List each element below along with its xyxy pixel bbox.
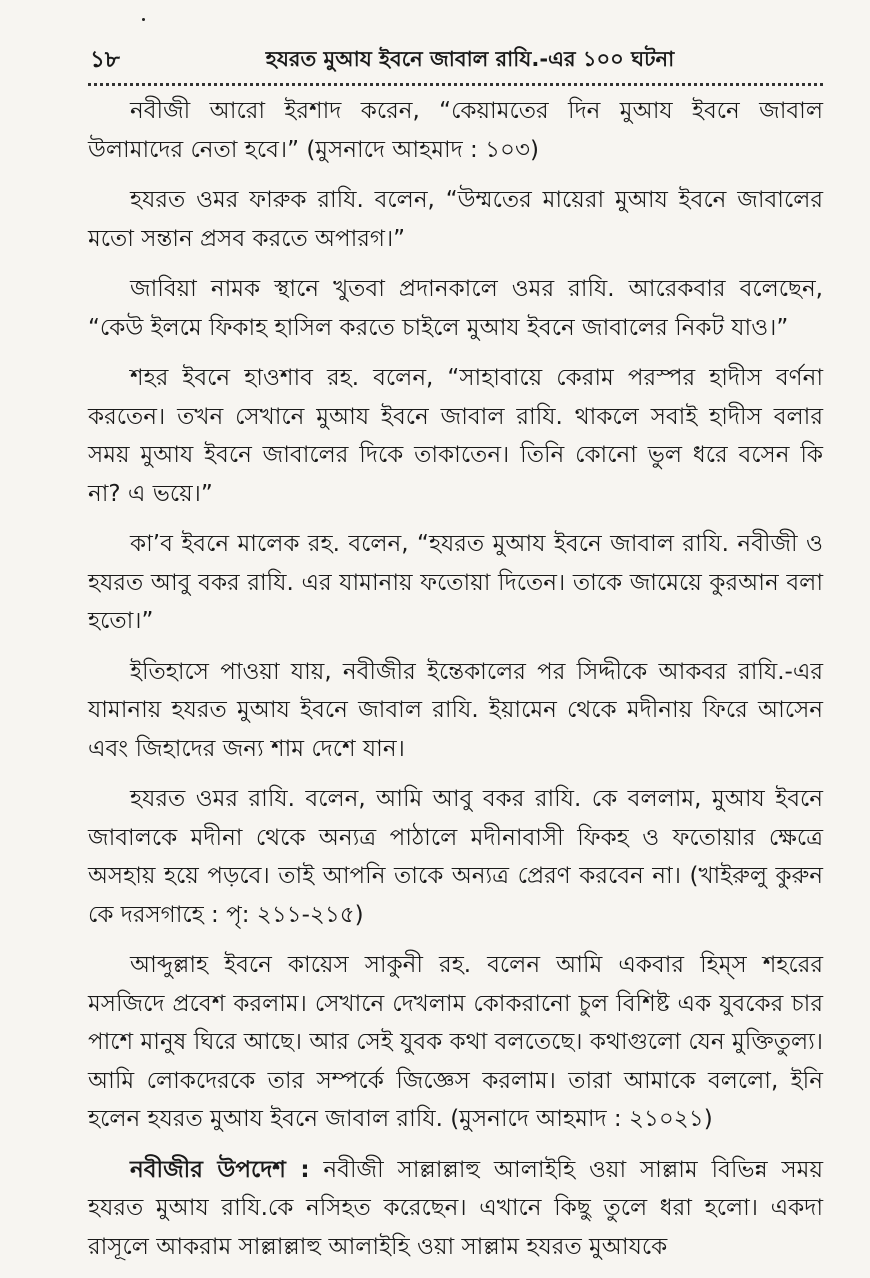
- paragraph-text: শহর ইবনে হাওশাব রহ. বলেন, “সাহাবায়ে কেরাম পরস্পর হাদীস বর্ণনা করতেন। তখন সেখানে মুআয ইবনে জাবাল রাযি. থাকলে সবাই হাদীস বলার সময় মুআয ইবনে জাবালের দিকে তাকাতেন। তিনি কোনো ভুল ধরে বসেন কি না? এ ভয়ে।”: [88, 365, 823, 507]
- paragraph-text: নবীজী আরো ইরশাদ করেন, “কেয়ামতের দিন মুআয ইবনে জাবাল উলামাদের নেতা হবে।” (মুসনাদে আহমাদ : ১০৩): [88, 98, 823, 163]
- paragraph: [88, 780, 823, 934]
- paragraph: [88, 181, 823, 258]
- paragraph-text: হযরত ওমর ফারুক রাযি. বলেন, “উম্মতের মায়েরা মুআয ইবনে জাবালের মতো সন্তান প্রসব করতে অপারগ।”: [88, 187, 823, 252]
- paragraph: [88, 92, 823, 169]
- paragraph-text: ইতিহাসে পাওয়া যায়, নবীজীর ইন্তেকালের পর সিদ্দীকে আকবর রাযি.-এর যামানায় হযরত মুআয ইবনে জাবাল রাযি. ইয়ামেন থেকে মদীনায় ফিরে আসেন এবং জিহাদের জন্য শাম দেশে যান।: [88, 658, 823, 762]
- section-lead: নবীজীর উপদেশ :: [130, 1156, 310, 1183]
- paragraph-text: নবীজী সাল্লাল্লাহু আলাইহি ওয়া সাল্লাম বিভিন্ন সময় হযরত মুআয রাযি.কে নসিহত করেছেন। এখানে কিছু তুলে ধরা হলো। একদা রাসূলে আকরাম সাল্লাল্লাহু আলাইহি ওয়া সাল্লাম হযরত মুআযকে: [88, 1156, 824, 1260]
- paragraph-text: হযরত ওমর রাযি. বলেন, আমি আবু বকর রাযি. কে বললাম, মুআয ইবনে জাবালকে মদীনা থেকে অন্যত্র পাঠালে মদীনাবাসী ফিকহ ও ফতোয়ার ক্ষেত্রে অসহায় হয়ে পড়বে। তাই আপনি তাকে অন্যত্র প্রেরণ করবেন না। (খাইরুলু কুরুন কে দরসগাহে : পৃ: ২১১-২১৫): [88, 786, 823, 928]
- paragraph: [88, 359, 823, 513]
- paragraph: [88, 270, 823, 347]
- ink-speck: [142, 18, 145, 21]
- running-title: হযরত মুআয ইবনে জাবাল রাযি.-এর ১০০ ঘটনা: [265, 46, 675, 71]
- page-body: [88, 92, 823, 1278]
- paragraph: [88, 946, 823, 1139]
- page-header: [90, 40, 820, 80]
- paragraph: [88, 1151, 823, 1267]
- paragraph-text: জাবিয়া নামক স্থানে খুতবা প্রদানকালে ওমর রাযি. আরেকবার বলেছেন, “কেউ ইলমে ফিকাহ হাসিল করতে চাইলে মুআয ইবনে জাবালের নিকট যাও।”: [88, 276, 823, 341]
- page-number: ১৮: [90, 46, 120, 73]
- paragraph: [88, 525, 823, 641]
- paragraph: [88, 653, 823, 769]
- paragraph-text: কা’ব ইবনে মালেক রহ. বলেন, “হযরত মুআয ইবনে জাবাল রাযি. নবীজী ও হযরত আবু বকর রাযি. এর যামানায় ফতোয়া দিতেন। তাকে জামেয়ে কুরআন বলা হতো।”: [88, 531, 823, 634]
- paragraph-text: আব্দুল্লাহ ইবনে কায়েস সাকুনী রহ. বলেন আমি একবার হিম্‌স শহরের মসজিদে প্রবেশ করলাম। সেখানে দেখলাম কোকরানো চুল বিশিষ্ট এক যুবকের চার পাশে মানুষ ঘিরে আছে। আর সেই যুবক কথা বলতেছে। কথাগুলো যেন মুক্তিতুল্য। আমি লোকদেরকে তার সম্পর্কে জিজ্ঞেস করলাম। তারা আমাকে বললো, ইনি হলেন হযরত মুআয ইবনে জাবাল রাযি. (মুসনাদে আহমাদ : ২১০২১): [88, 952, 823, 1132]
- header-dotted-rule: [88, 83, 823, 86]
